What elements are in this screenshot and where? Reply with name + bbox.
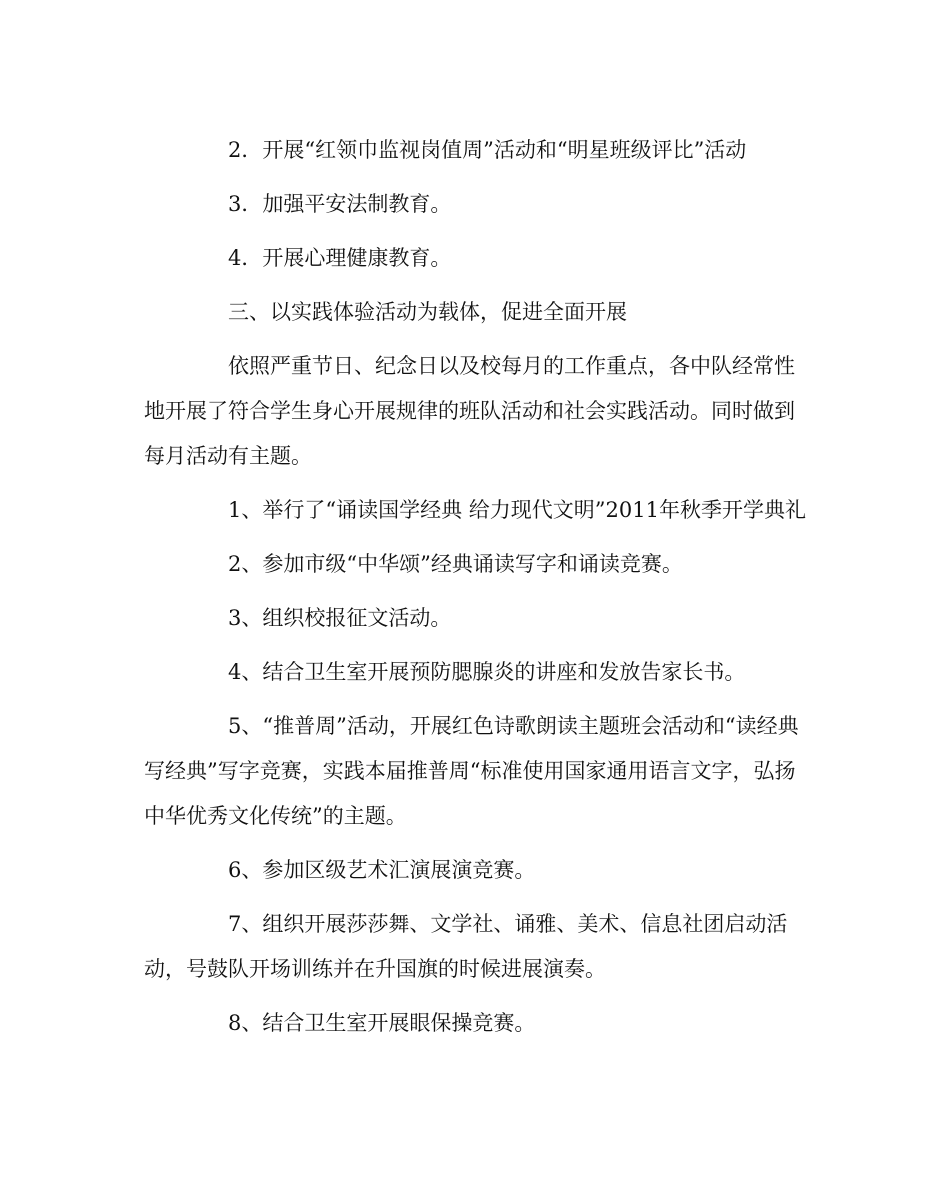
- paragraph-activity-2-recitation-contest: 2、参加市级“中华颂”经典诵读写字和诵读竞赛。: [228, 552, 683, 576]
- paragraph-monthly-themes: 依照严重节日、纪念日以及校每月的工作重点，各中队经常性地开展了符合学生身心开展规律的班队活动和社会实践活动。同时做到每月活动有主题。: [144, 354, 795, 468]
- paragraph-activity-4-mumps-lecture: 4、结合卫生室开展预防腮腺炎的讲座和发放告家长书。: [228, 660, 746, 684]
- document-body: [144, 128, 809, 1055]
- paragraph-activity-6-art-show: 6、参加区级艺术汇演展演竞赛。: [228, 858, 536, 882]
- paragraph-item-4-mental-health: 4．开展心理健康教育。: [228, 246, 452, 270]
- paragraph-activity-8-eye-exercise: 8、结合卫生室开展眼保操竞赛。: [228, 1011, 536, 1035]
- paragraph-activity-3-essay: 3、组织校报征文活动。: [228, 606, 452, 630]
- paragraph-item-2-duty-week: 2．开展“红领巾监视岗值周”活动和“明星班级评比”活动: [228, 138, 747, 162]
- paragraph-activity-5-mandarin-week: 5、“推普周”活动，开展红色诗歌朗读主题班会活动和“读经典写经典”写字竞赛，实践本届推普周“标准使用国家通用语言文字，弘扬中华优秀文化传统”的主题。: [144, 714, 799, 828]
- paragraph-activity-7-clubs: 7、组织开展莎莎舞、文学社、诵雅、美术、信息社团启动活动，号鼓队开场训练并在升国旗的时候进展演奏。: [144, 912, 788, 981]
- paragraph-item-3-safety-education: 3．加强平安法制教育。: [228, 192, 452, 216]
- section-heading-3-practice-activities: 三、以实践体验活动为载体，促进全面开展: [228, 300, 627, 324]
- paragraph-activity-1-opening-ceremony: 1、举行了“诵读国学经典 给力现代文明”2011年秋季开学典礼: [228, 498, 806, 522]
